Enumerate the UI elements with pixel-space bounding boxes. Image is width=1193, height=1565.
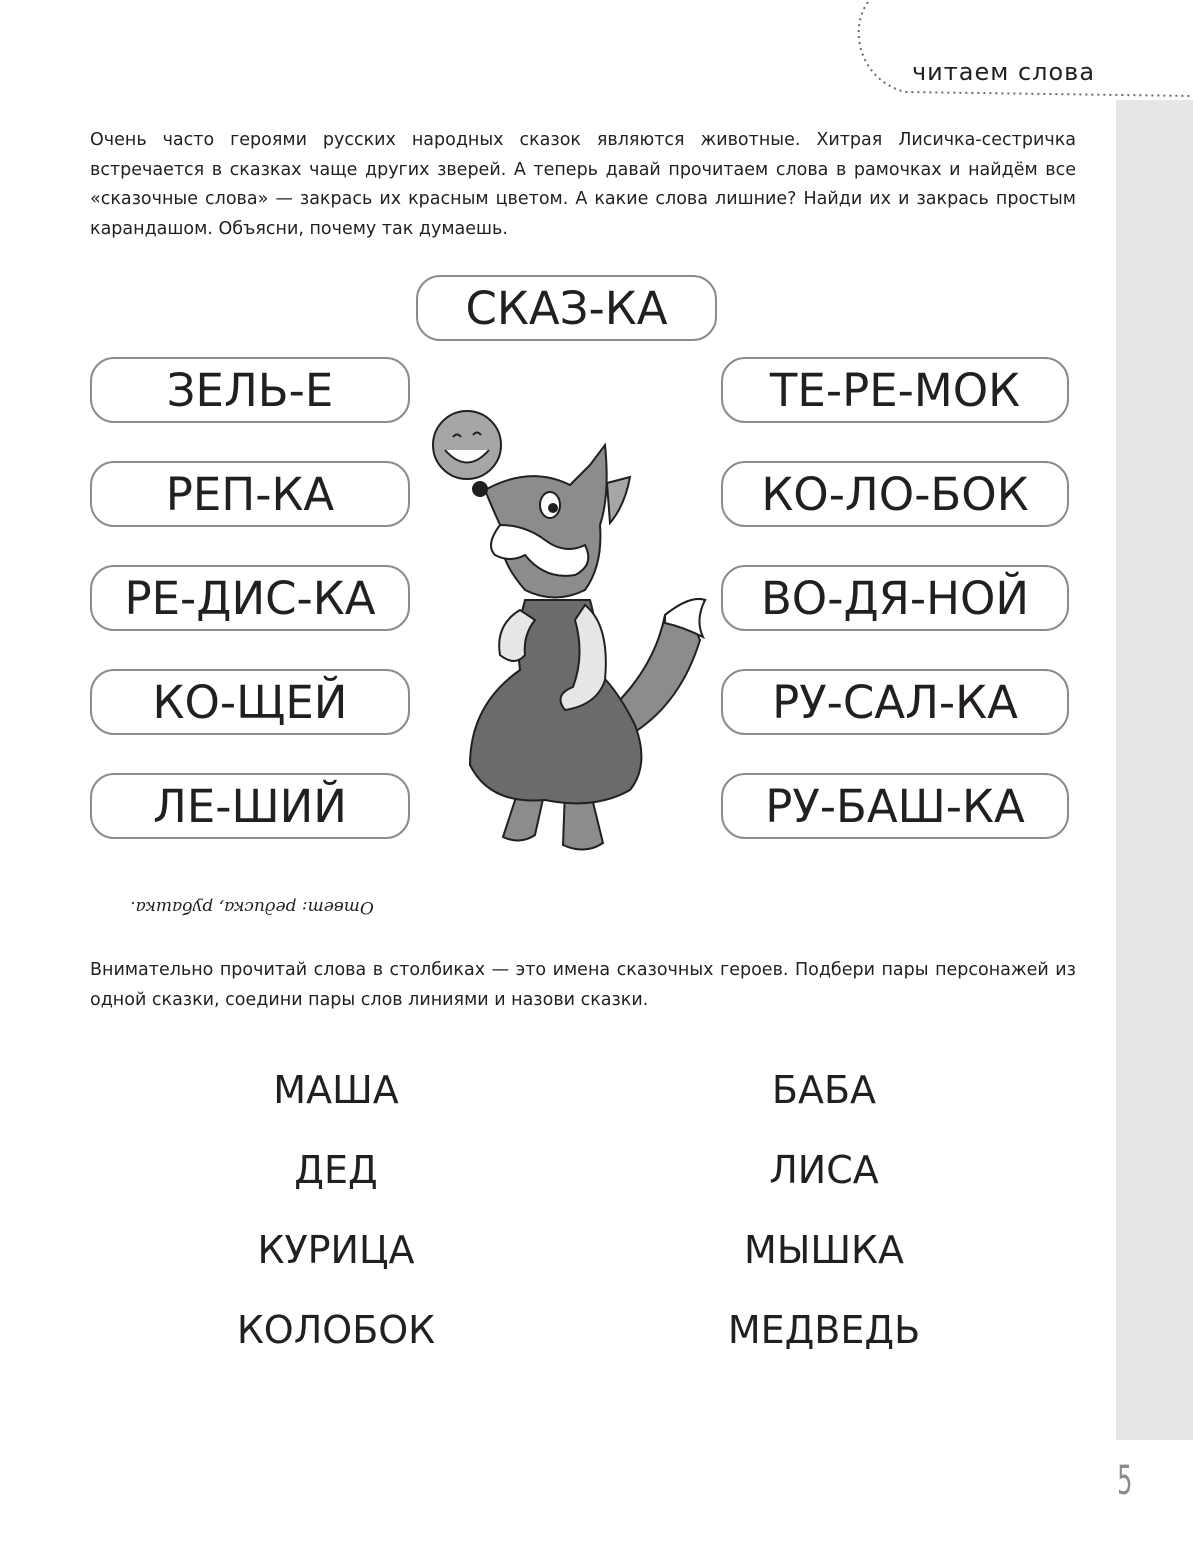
word-box-left-2[interactable]: РЕП-КА xyxy=(90,461,410,527)
word-box-right-3[interactable]: ВО-ДЯ-НОЙ xyxy=(721,565,1069,631)
word-box-left-3[interactable]: РЕ-ДИС-КА xyxy=(90,565,410,631)
name-left-1[interactable]: МАША xyxy=(273,1068,399,1112)
second-task-paragraph: Внимательно прочитай слова в столбиках — это имена сказочных героев. Подбери пары персонажей из одной сказки, соедини пары слов линиями и назови сказки. xyxy=(90,960,1076,1010)
name-right-4[interactable]: МЕДВЕДЬ xyxy=(727,1308,921,1352)
name-left-2[interactable]: ДЕД xyxy=(294,1148,378,1192)
name-right-2[interactable]: ЛИСА xyxy=(769,1148,879,1192)
side-margin-strip xyxy=(1116,100,1193,1440)
fox-with-kolobok-illustration xyxy=(425,405,725,865)
word-box-right-1[interactable]: ТЕ-РЕ-МОК xyxy=(721,357,1069,423)
header-decoration xyxy=(0,0,1193,110)
name-right-1[interactable]: БАБА xyxy=(771,1068,877,1112)
name-left-3[interactable]: КУРИЦА xyxy=(257,1228,415,1272)
word-box-top[interactable]: СКАЗ-КА xyxy=(416,275,717,341)
word-box-right-2[interactable]: КО-ЛО-БОК xyxy=(721,461,1069,527)
answer-text: Ответ: редиска, рубашка. xyxy=(130,897,374,917)
word-box-right-5[interactable]: РУ-БАШ-КА xyxy=(721,773,1069,839)
word-box-right-4[interactable]: РУ-САЛ-КА xyxy=(721,669,1069,735)
name-right-3[interactable]: МЫШКА xyxy=(744,1228,904,1272)
name-left-4[interactable]: КОЛОБОК xyxy=(236,1308,436,1352)
word-box-left-1[interactable]: ЗЕЛЬ-Е xyxy=(90,357,410,423)
intro-paragraph: Очень часто героями русских народных сказок являются животные. Хитрая Лисичка-сестричка встречается в сказках чаще других зверей. А теперь давай прочитаем слова в рамочках и найдём все «сказочные слова» — закрась их красным цветом. А какие слова лишние? Найди их и закрась простым карандашом. Объясни, почему так думаешь. xyxy=(90,130,1076,239)
word-box-left-5[interactable]: ЛЕ-ШИЙ xyxy=(90,773,410,839)
page-number: 5 xyxy=(1117,1458,1133,1504)
word-box-left-4[interactable]: КО-ЩЕЙ xyxy=(90,669,410,735)
section-title: читаем слова xyxy=(912,58,1096,86)
